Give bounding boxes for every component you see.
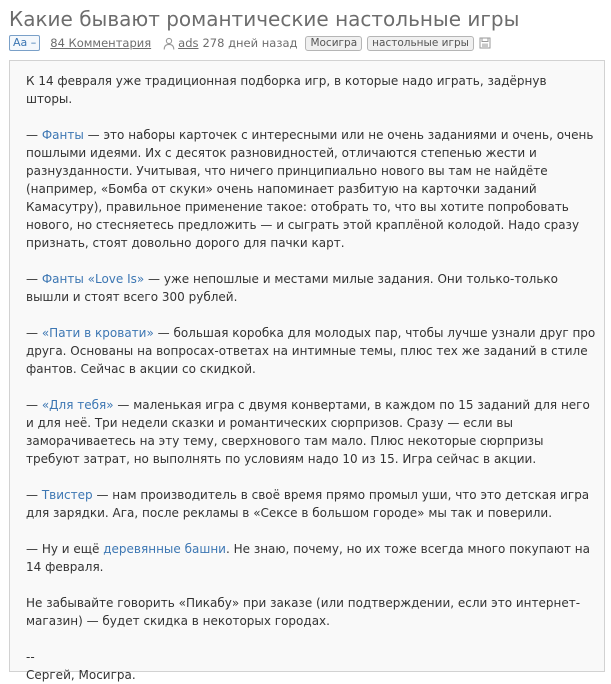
paragraph-text: — большая коробка для молодых пар, чтобы лучше узнали друг про друга. Основаны на вопросах-ответах на интимные темы, плюс тех же заданий в стиле фантов. Сейчас в акции со скидкой.	[26, 326, 596, 376]
link-dlya-tebya[interactable]: «Для тебя»	[41, 398, 114, 412]
paragraph-text: — это наборы карточек с интересными или не очень заданиями и очень, очень пошлыми идеями. Их с десяток разновидностей, отличаются степенью жести и разнузданности. Учитывая, что ничего принципиально нового вы там не найдёте (например, «Бомба от скуки» очень напоминает разбитую на карточки заданий Камасутру), правильное применение такое: отобрать то, что вы хотите попробовать нового, но стесняетесь предложить — и сыграть этой краплёной колодой. Надо сразу признать, стоят довольно дорого для пачки карт.	[26, 128, 594, 250]
post-meta	[9, 34, 491, 52]
link-twister[interactable]: Твистер	[41, 488, 93, 502]
paragraph-text: — маленькая игра с двумя конвертами, в каждом по 15 заданий для него и для неё. Три недели сказки и романтических сюрпризов. Сразу — если вы заморачиваетесь на эту тему, сверхнового там мало. Плюс некоторые сюрпризы требуют затрат, но выполнять по условиям надо 10 из 15. Игра сейчас в акции.	[26, 398, 590, 466]
intro-paragraph: К 14 февраля уже традиционная подборка игр, в которые надо играть, задёрнув шторы.	[26, 74, 547, 106]
dash: —	[26, 398, 42, 412]
paragraph-party	[26, 324, 596, 378]
tag-board-games[interactable]: настольные игры	[367, 36, 474, 51]
link-fanty-love-is[interactable]: Фанты «Love Is»	[41, 272, 145, 286]
author-link[interactable]: ads	[178, 36, 199, 50]
paragraph-text: . Не знаю, почему, но их тоже всегда много покупают на 14 февраля.	[26, 542, 590, 574]
comments-link[interactable]: 84 Комментария	[50, 36, 152, 50]
font-size-button[interactable]: Aa –	[9, 35, 40, 51]
link-wooden-towers[interactable]: деревянные башни	[103, 542, 226, 556]
dash: —	[26, 488, 42, 502]
post-body	[9, 60, 605, 682]
paragraph-dlya-tebya	[26, 396, 596, 468]
signature: Сергей, Мосигра.	[26, 668, 136, 682]
tag-mosigra[interactable]: Мосигра	[305, 36, 362, 51]
link-fanty[interactable]: Фанты	[41, 128, 84, 142]
dash: —	[26, 272, 42, 286]
dash: —	[26, 326, 42, 340]
paragraph-love-is	[26, 270, 596, 306]
save-icon[interactable]	[479, 37, 491, 49]
paragraph-text: — уже непошлые и местами милые задания. Они только-только вышли и стоят всего 300 рублей.	[26, 272, 558, 304]
post-age: 278 дней назад	[202, 36, 298, 50]
post-text	[26, 72, 596, 684]
paragraph-twister	[26, 486, 596, 522]
paragraph-fanty	[26, 126, 596, 252]
dash: —	[26, 128, 42, 142]
dash: — Ну и ещё	[26, 542, 104, 556]
post-title[interactable]: Какие бывают романтические настольные игры	[9, 7, 520, 31]
paragraph-text: — нам производитель в своё время прямо промыл уши, что это детская игра для зарядки. Ага, после рекламы в «Сексе в большом городе» мы так и поверили.	[26, 488, 590, 520]
signature-dashes: --	[26, 650, 35, 664]
link-pati-v-krovati[interactable]: «Пати в кровати»	[41, 326, 154, 340]
paragraph-towers	[26, 540, 596, 576]
user-icon	[163, 37, 175, 50]
paragraph-discount: Не забывайте говорить «Пикабу» при заказе (или подтверждении, если это интернет-магазин) — будет скидка в некоторых городах.	[26, 596, 581, 628]
